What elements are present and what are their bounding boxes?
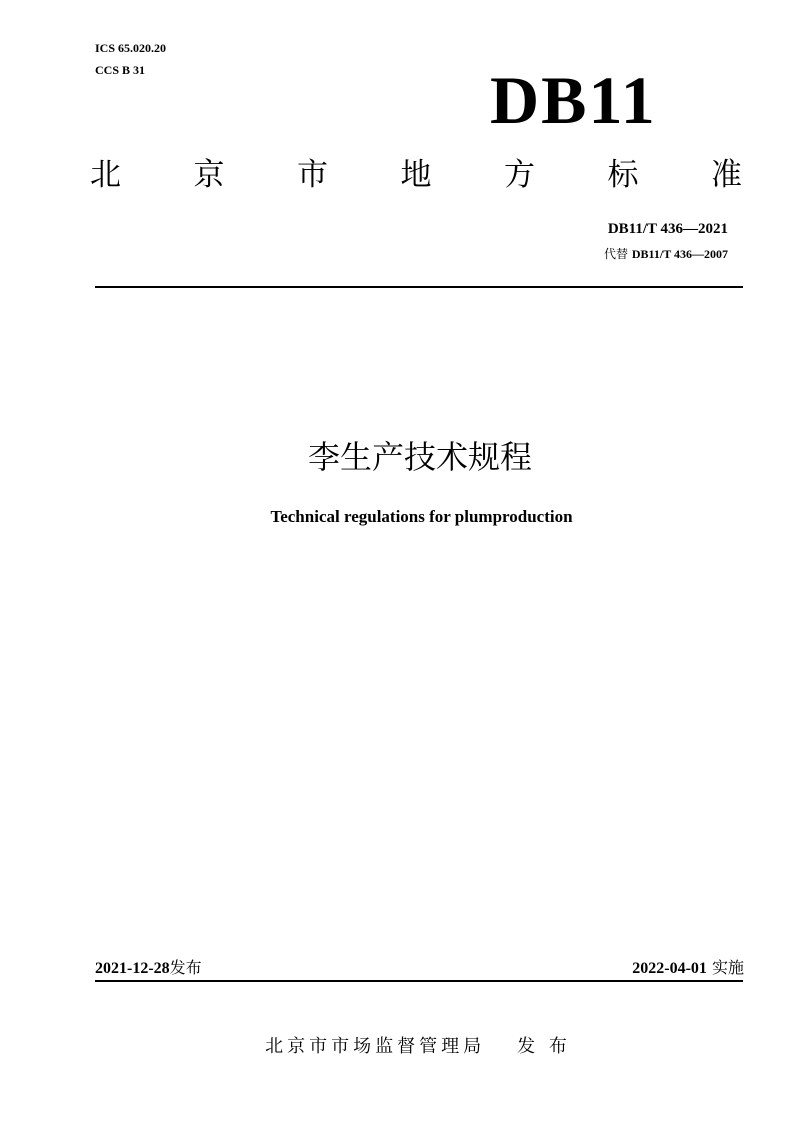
footer-divider — [95, 980, 743, 982]
standard-number: DB11/T 436—2021 — [607, 221, 728, 237]
standard-type-char: 准 — [711, 157, 742, 193]
replaces-label: 代替 — [604, 247, 629, 261]
standard-type-title — [90, 156, 742, 194]
header-divider — [95, 286, 743, 288]
issue-date-line — [95, 957, 202, 980]
implement-date-line — [632, 957, 744, 980]
standard-type-char: 方 — [504, 157, 535, 193]
publisher-name: 北京市市场监督管理局 — [265, 1036, 486, 1057]
document-title-chinese: 李生产技术规程 — [307, 438, 532, 476]
implement-label: 实施 — [711, 958, 744, 977]
standard-type-char: 标 — [607, 157, 639, 193]
ics-code: ICS 65.020.20 — [95, 41, 167, 55]
standard-type-char: 地 — [400, 157, 432, 193]
ccs-code: CCS B 31 — [95, 63, 146, 77]
standard-type-char: 京 — [193, 157, 225, 193]
replaces-number: DB11/T 436—2007 — [631, 247, 728, 261]
standard-type-char: 北 — [90, 157, 121, 193]
implement-date: 2022-04-01 — [632, 960, 707, 977]
standard-type-char: 市 — [297, 157, 328, 193]
document-title-english: Technical regulations for plumproduction — [270, 507, 573, 526]
publisher-line — [0, 1034, 800, 1060]
db11-logo: DB11 — [490, 62, 657, 138]
issue-label: 发布 — [169, 958, 202, 977]
publish-label: 发 布 — [517, 1036, 571, 1057]
replaces-line — [604, 246, 728, 262]
issue-date: 2021-12-28 — [95, 960, 170, 977]
